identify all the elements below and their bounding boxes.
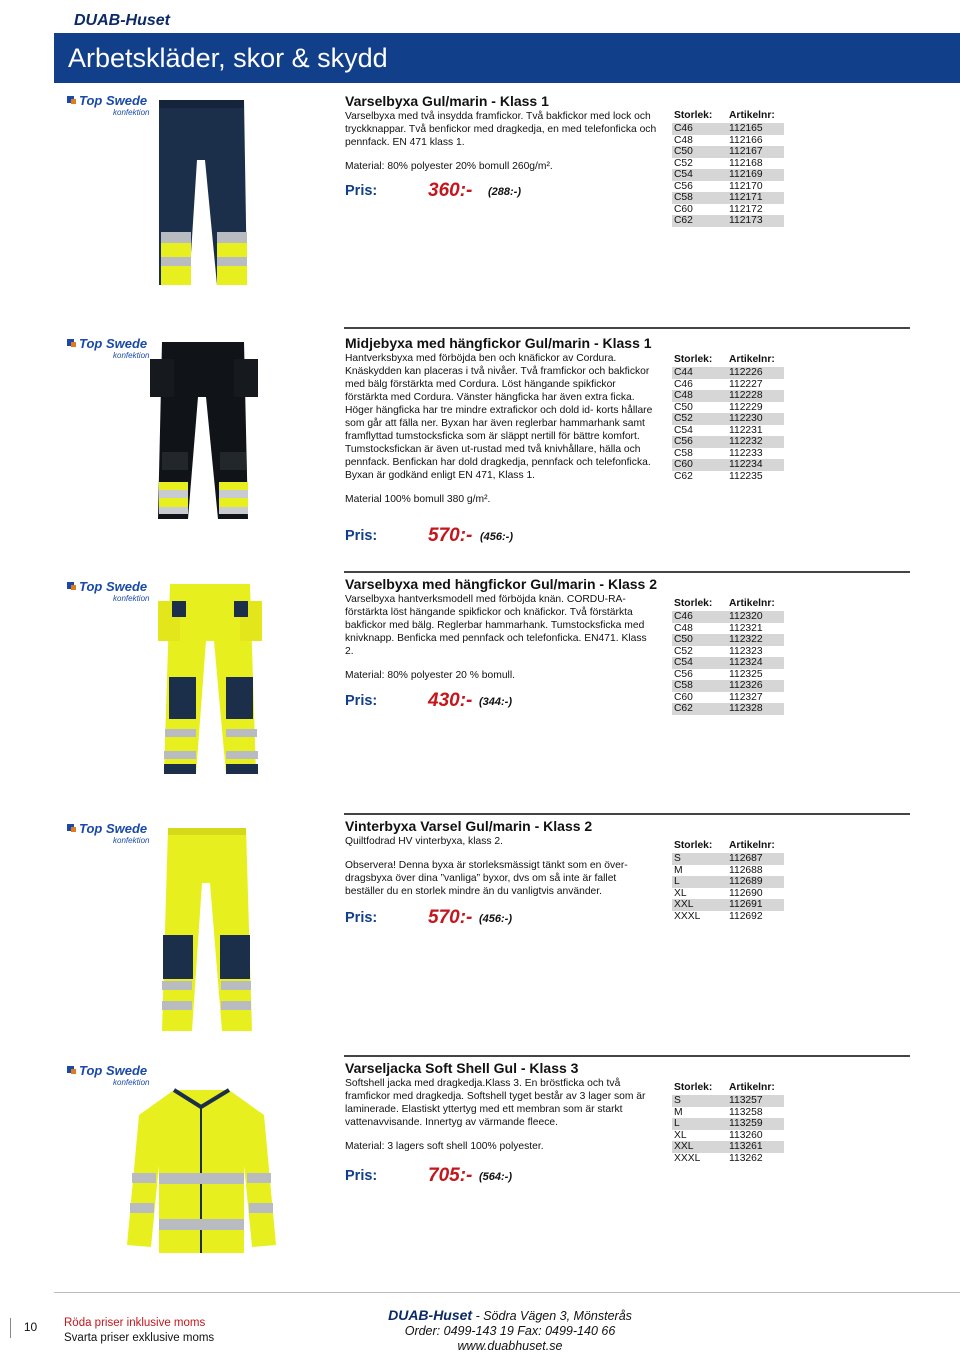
table-row	[672, 853, 784, 865]
brand-logo: Top Swede konfektion	[67, 822, 157, 852]
table-row	[672, 1095, 784, 1107]
table-row	[672, 436, 784, 448]
size-table-header	[672, 353, 784, 367]
size-cell: C46	[674, 378, 693, 390]
footer-contact	[340, 1308, 680, 1354]
article-number-cell: 112231	[729, 424, 763, 436]
table-row	[672, 204, 784, 216]
table-row	[672, 459, 784, 471]
red-price-note: Röda priser inklusive moms	[64, 1317, 206, 1329]
product-description: Quiltfodrad HV vinterbyxa, klass 2. Observera! Denna byxa är storleksmässigt tänkt som en över-dragsbyxa över dina ”vanliga” byxor, dvs om så inte är fallet beställer du en storlek mindre än du vanligtvis använder.	[345, 835, 657, 898]
table-row	[672, 123, 784, 135]
size-cell: C56	[674, 668, 693, 680]
article-number-cell: 112165	[727, 123, 784, 135]
article-number-cell: 112328	[727, 703, 784, 715]
table-row	[672, 471, 784, 483]
size-cell: XXL	[672, 1141, 727, 1153]
price-incl-vat: 570:-	[428, 525, 473, 546]
product-title: Varselbyxa Gul/marin - Klass 1	[345, 93, 549, 109]
page-number: 10	[10, 1318, 50, 1338]
article-number-cell: 112687	[727, 853, 784, 865]
article-number-cell: 112320	[727, 611, 784, 623]
table-row	[672, 146, 784, 158]
section-banner	[54, 33, 960, 83]
size-cell: C62	[674, 470, 693, 482]
table-row	[672, 1107, 784, 1119]
article-number-cell: 112227	[729, 378, 763, 390]
table-row	[672, 181, 784, 193]
size-cell: C54	[672, 657, 727, 669]
article-column-header: Artikelnr:	[729, 597, 775, 609]
article-number-cell: 112691	[727, 899, 784, 911]
table-row	[672, 911, 784, 923]
table-row	[672, 1141, 784, 1153]
article-column-header: Artikelnr:	[729, 839, 775, 851]
article-column-header: Artikelnr:	[729, 353, 775, 365]
table-row	[672, 703, 784, 715]
table-row	[672, 413, 784, 425]
footer-address: - Södra Vägen 3, Mönsterås	[472, 1309, 632, 1323]
size-table-header	[672, 839, 784, 853]
table-row	[672, 1130, 784, 1142]
table-row	[672, 379, 784, 391]
brand-logo: Top Swede konfektion	[67, 337, 157, 367]
article-number-cell: 112226	[727, 367, 784, 379]
table-row	[672, 646, 784, 658]
article-column-header: Artikelnr:	[729, 109, 775, 121]
price-excl-vat: (288:-)	[488, 186, 522, 198]
product-title: Varseljacka Soft Shell Gul - Klass 3	[345, 1060, 579, 1076]
article-number-cell: 112688	[729, 864, 763, 876]
size-cell: C46	[672, 123, 727, 135]
article-number-cell: 112172	[729, 203, 763, 215]
table-row	[672, 1118, 784, 1130]
article-number-cell: 113258	[729, 1106, 763, 1118]
size-cell: M	[674, 1106, 683, 1118]
size-table	[672, 109, 784, 227]
footer-website[interactable]: www.duabhuset.se	[457, 1339, 563, 1353]
size-table	[672, 839, 784, 922]
table-row	[672, 135, 784, 147]
article-number-cell: 112171	[727, 192, 784, 204]
article-number-cell: 112692	[729, 910, 763, 922]
article-number-cell: 112170	[729, 180, 763, 192]
article-number-cell: 112234	[727, 459, 784, 471]
article-number-cell: 112324	[727, 657, 784, 669]
product-material: Material 100% bomull 380 g/m².	[345, 494, 491, 505]
article-number-cell: 112321	[729, 622, 763, 634]
article-number-cell: 113259	[727, 1118, 784, 1130]
article-number-cell: 112228	[727, 390, 784, 402]
table-row	[672, 611, 784, 623]
article-number-cell: 112689	[727, 876, 784, 888]
size-cell: M	[674, 864, 683, 876]
article-number-cell: 112173	[727, 215, 784, 227]
article-number-cell: 112690	[729, 887, 763, 899]
price-incl-vat: 360:-	[428, 180, 473, 201]
table-row	[672, 888, 784, 900]
product-section-5: Top Swede konfektion Varseljacka Soft Shell Gul - Klass 3 Softshell jacka med dragkedja.Klass 3. En bröstficka och två framfickor med dragkedja. Softshell tyget består av 3 lager som är laminerade. Elastiskt yttertyg med ett membran som är starkt vattenavvisande. Innertyg av värmande fleece. Material: 3 lagers soft shell 100% polyester. Pris: 705:- (564:-) Storlek: Artikelnr: S 113257 M 113258 L 113259 XL 113260 XXL 113261 XXXL 113262	[54, 1055, 910, 1280]
size-cell: C50	[672, 634, 727, 646]
size-cell: C44	[672, 367, 727, 379]
price-incl-vat: 430:-	[428, 690, 473, 711]
size-cell: C60	[674, 203, 693, 215]
article-number-cell: 112169	[727, 169, 784, 181]
size-cell: C50	[672, 146, 727, 158]
table-row	[672, 367, 784, 379]
article-number-cell: 112235	[729, 470, 763, 482]
size-cell: L	[672, 876, 727, 888]
table-row	[672, 899, 784, 911]
size-cell: C48	[674, 134, 693, 146]
article-number-cell: 112326	[727, 680, 784, 692]
product-image-trousers	[152, 579, 267, 779]
size-cell: C60	[674, 691, 693, 703]
product-image-jacket	[124, 1085, 279, 1260]
article-number-cell: 113257	[727, 1095, 784, 1107]
size-table-header	[672, 109, 784, 123]
black-price-note: Svarta priser exklusive moms	[64, 1332, 215, 1344]
article-number-cell: 112327	[729, 691, 763, 703]
brand-logo: Top Swede konfektion	[67, 580, 157, 610]
price-incl-vat: 705:-	[428, 1165, 473, 1186]
table-row	[672, 215, 784, 227]
product-image-winter-trousers	[154, 823, 259, 1035]
size-column-header: Storlek:	[674, 353, 713, 365]
header-brand: DUAB-Huset	[74, 12, 170, 29]
brand-logo: Top Swede konfektion	[67, 94, 157, 124]
footer-brand: DUAB-Huset	[388, 1307, 473, 1323]
size-cell: C52	[674, 157, 693, 169]
table-row	[672, 680, 784, 692]
size-cell: C62	[672, 703, 727, 715]
article-number-cell: 113261	[727, 1141, 784, 1153]
article-number-cell: 112167	[727, 146, 784, 158]
table-row	[672, 192, 784, 204]
size-table	[672, 597, 784, 715]
table-row	[672, 1153, 784, 1165]
product-material: Material: 80% polyester 20% bomull 260g/m².	[345, 161, 553, 172]
table-row	[672, 402, 784, 414]
price-excl-vat: (344:-)	[479, 696, 513, 708]
article-number-cell: 112233	[729, 447, 763, 459]
size-cell: XXXL	[674, 910, 701, 922]
table-row	[672, 876, 784, 888]
size-cell: C50	[674, 401, 693, 413]
size-cell: C62	[672, 215, 727, 227]
product-section-2: Top Swede konfektion Midjebyxa med hängfickor Gul/marin - Klass 1 Hantverksbyxa med förböjda ben och knäfickor av Cordura. Knäskydden kan placeras i två nivåer. Två framfickor och bakfickor med bälg förstärkta med Cordura. Löst hängande spikfickor förstärkta med Cordura. Vänster hängficka har även extra ficka. Höger hängficka har tre mindre extrafickor och dold id- korts hållare som går att fälla ner. Byxan har även reglerbar hammarhank samt framflyttad tumstocksficka som är släppt nertill för bättre komfort. Tumstocksfickan är även ut-rustad med två knivhållare, hälla och pennfack. Benfickan har dold dragkedja, pennfack och telefonficka. Byxan är godkänd enligt EN 471, Klass 1. Material 100% bomull 380 g/m². Pris: 570:- (456:-) Storlek: Artikelnr: C44 112226 C46 112227 C48 112228 C50 112229 C52 112230 C54 112231 C56 112232 C58 112233 C60 112234 C62 112235	[54, 327, 910, 557]
price-excl-vat: (456:-)	[480, 531, 514, 543]
size-cell: C54	[674, 424, 693, 436]
size-column-header: Storlek:	[674, 109, 713, 121]
table-row	[672, 692, 784, 704]
size-cell: L	[672, 1118, 727, 1130]
size-column-header: Storlek:	[674, 1081, 713, 1093]
page-title: Arbetskläder, skor & skydd	[68, 43, 388, 73]
article-number-cell: 112323	[729, 645, 763, 657]
footer-order-phone: Order: 0499-143 19 Fax: 0499-140 66	[404, 1324, 616, 1338]
article-number-cell: 113260	[729, 1129, 763, 1141]
product-section-4: Top Swede konfektion Vinterbyxa Varsel Gul/marin - Klass 2 Quiltfodrad HV vinterbyxa, klass 2. Observera! Denna byxa är storleksmässigt tänkt som en över-dragsbyxa över dina ”vanliga” byxor, dvs om så inte är fallet beställer du en storlek mindre än du vanligtvis använder. Pris: 570:- (456:-) Storlek: Artikelnr: S 112687 M 112688 L 112689 XL 112690 XXL 112691 XXXL 112692	[54, 813, 910, 1048]
product-section-1: Top Swede konfektion Varselbyxa Gul/marin - Klass 1 Varselbyxa med två insydda framfickor. Två bakfickor med lock och tryckknappar. Två benfickor med dragkedja, en med telefonficka och pennfack. EN 471 klass 1. Material: 80% polyester 20% bomull 260g/m². Pris: 360:- (288:-) Storlek: Artikelnr: C46 112165 C48 112166 C50 112167 C52 112168 C54 112169 C56 112170 C58 112171 C60 112172 C62 112173	[54, 85, 910, 300]
size-cell: C58	[674, 447, 693, 459]
price-incl-vat: 570:-	[428, 907, 473, 928]
price-excl-vat: (456:-)	[479, 913, 513, 925]
size-cell: C48	[672, 390, 727, 402]
table-row	[672, 169, 784, 181]
size-table-header	[672, 1081, 784, 1095]
brand-logo: Top Swede konfektion	[67, 1064, 157, 1094]
product-title: Varselbyxa med hängfickor Gul/marin - Klass 2	[345, 576, 658, 592]
size-table-header	[672, 597, 784, 611]
size-cell: C56	[672, 436, 727, 448]
article-number-cell: 112232	[727, 436, 784, 448]
product-title: Vinterbyxa Varsel Gul/marin - Klass 2	[345, 818, 593, 834]
table-row	[672, 634, 784, 646]
product-image-trousers	[144, 337, 264, 522]
product-material: Material: 3 lagers soft shell 100% polyester.	[345, 1141, 544, 1152]
article-number-cell: 112322	[727, 634, 784, 646]
size-cell: S	[672, 853, 727, 865]
product-description: Hantverksbyxa med förböjda ben och knäfickor av Cordura. Knäskydden kan placeras i två nivåer. Två framfickor och bakfickor med bälg förstärkta med Cordura. Löst hängande spikfickor förstärkta med Cordura. Vänster hängficka har även extra ficka. Höger hängficka har tre mindre extrafickor och dold id- korts hållare som går att fälla ner. Byxan har även reglerbar hammarhank samt framflyttad tumstocksficka som är släppt nertill för bättre komfort. Tumstocksfickan är även ut-rustad med två knivhållare, hälla och pennfack. Benfickan har dold dragkedja, pennfack och telefonficka. Byxan är godkänd enligt EN 471, Klass 1. Material 100% bomull 380 g/m².	[345, 352, 657, 506]
size-column-header: Storlek:	[674, 597, 713, 609]
article-number-cell: 112230	[727, 413, 784, 425]
size-cell: S	[672, 1095, 727, 1107]
footer-divider	[54, 1292, 960, 1293]
article-number-cell: 112166	[729, 134, 763, 146]
size-table	[672, 353, 784, 482]
product-title: Midjebyxa med hängfickor Gul/marin - Klass 1	[345, 335, 652, 351]
size-cell: XL	[674, 887, 687, 899]
table-row	[672, 390, 784, 402]
size-cell: C60	[672, 459, 727, 471]
table-row	[672, 669, 784, 681]
product-description: Varselbyxa med två insydda framfickor. Två bakfickor med lock och tryckknappar. Två benfickor med dragkedja, en med telefonficka och pennfack. EN 471 klass 1. Material: 80% polyester 20% bomull 260g/m².	[345, 111, 657, 172]
size-cell: XXL	[672, 899, 727, 911]
size-cell: C46	[672, 611, 727, 623]
price-excl-vat: (564:-)	[479, 1171, 513, 1183]
article-number-cell: 112168	[729, 157, 763, 169]
size-cell: C48	[674, 622, 693, 634]
product-material: Material: 80% polyester 20 % bomull.	[345, 670, 515, 681]
footer-price-note	[64, 1316, 214, 1346]
table-row	[672, 158, 784, 170]
article-number-cell: 112325	[729, 668, 763, 680]
size-cell: XXXL	[674, 1152, 701, 1164]
product-description: Varselbyxa hantverksmodell med förböjda knän. CORDU-RA-förstärkta löst hängande spikfickor och knäfickor. Två förstärkta bakfickor med bälg. Reglerbar hammarhank. Tumstocksficka med knivknapp. Benficka med pennfack och telefonficka. EN471. Klass 2. Material: 80% polyester 20 % bomull.	[345, 593, 657, 682]
table-row	[672, 657, 784, 669]
size-cell: C58	[672, 680, 727, 692]
size-column-header: Storlek:	[674, 839, 713, 851]
table-row	[672, 865, 784, 877]
product-material: Observera! Denna byxa är storleksmässigt tänkt som en över-dragsbyxa över dina ”vanliga” byxor, dvs om så inte är fallet beställer du en storlek mindre än du vanligtvis använder.	[345, 860, 628, 897]
table-row	[672, 448, 784, 460]
size-cell: C54	[672, 169, 727, 181]
product-description: Softshell jacka med dragkedja.Klass 3. En bröstficka och två framfickor med dragkedja. Softshell tyget består av 3 lager som är laminerade. Elastiskt yttertyg med ett membran som är starkt vattenavvisande. Innertyg av värmande fleece. Material: 3 lagers soft shell 100% polyester.	[345, 1077, 657, 1153]
size-cell: C56	[674, 180, 693, 192]
article-column-header: Artikelnr:	[729, 1081, 775, 1093]
size-cell: C52	[674, 645, 693, 657]
product-section-3: Top Swede konfektion Varselbyxa med hängfickor Gul/marin - Klass 2 Varselbyxa hantverksmodell med förböjda knän. CORDU-RA-förstärkta löst hängande spikfickor och knäfickor. Två förstärkta bakfickor med bälg. Reglerbar hammarhank. Tumstocksficka med knivknapp. Benficka med pennfack och telefonficka. EN471. Klass 2. Material: 80% polyester 20 % bomull. Pris: 430:- (344:-) Storlek: Artikelnr: C46 112320 C48 112321 C50 112322 C52 112323 C54 112324 C56 112325 C58 112326 C60 112327 C62 112328	[54, 571, 910, 806]
size-cell: XL	[674, 1129, 687, 1141]
table-row	[672, 623, 784, 635]
product-image-trousers	[149, 90, 259, 290]
size-table	[672, 1081, 784, 1164]
table-row	[672, 425, 784, 437]
article-number-cell: 113262	[729, 1152, 763, 1164]
size-cell: C58	[672, 192, 727, 204]
size-cell: C52	[672, 413, 727, 425]
article-number-cell: 112229	[729, 401, 763, 413]
